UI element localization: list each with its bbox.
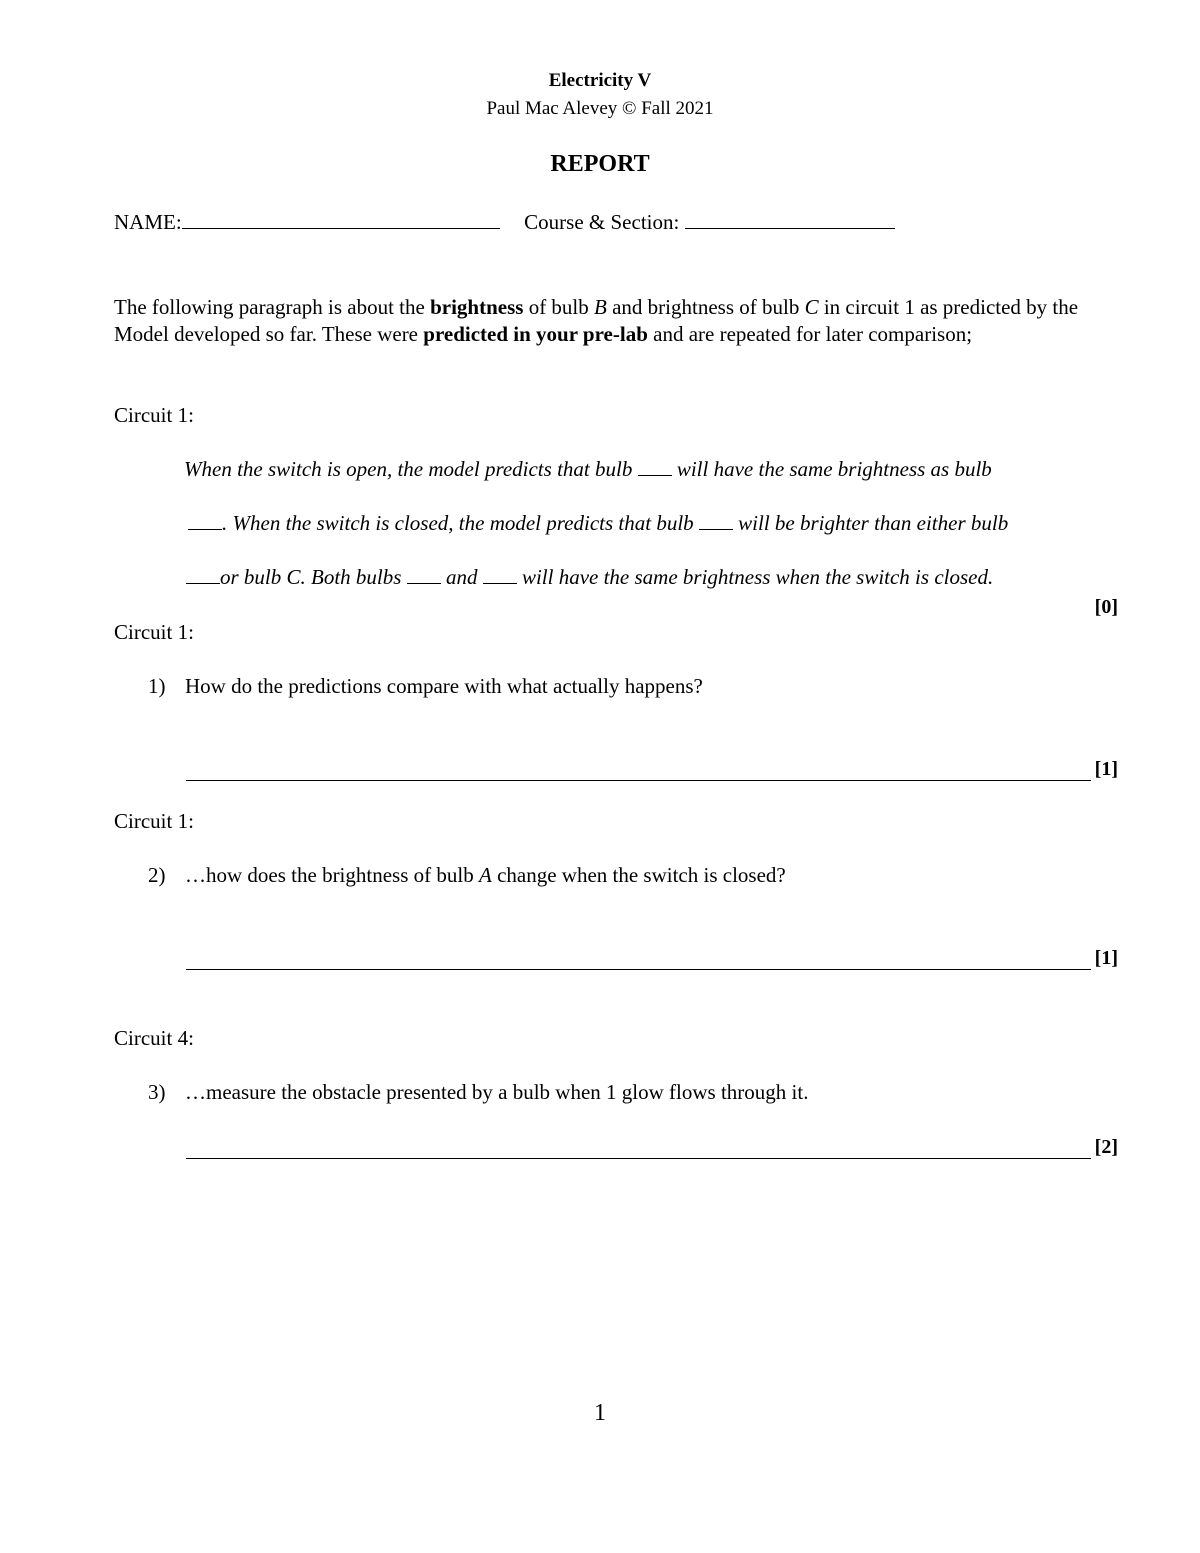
question-3-text: …measure the obstacle presented by a bulb when 1 glow flows through it. (185, 1080, 809, 1104)
prediction-line-3: or bulb C. Both bulbs and will have the same brightness when the switch is closed. (186, 564, 993, 591)
blank-bulb-5[interactable] (407, 565, 441, 584)
report-heading: REPORT (550, 151, 650, 177)
intro-paragraph: The following paragraph is about the brightness of bulb B and brightness of bulb C in circuit 1 as predicted by the Model developed so far. These were predicted in your pre-lab and are repeated for later comparison; (114, 295, 1079, 346)
question-1-heading: Circuit 1: (114, 620, 194, 644)
course-label: Course & Section: (524, 210, 680, 234)
document-title: Electricity V (548, 70, 652, 91)
blank-bulb-6[interactable] (483, 565, 517, 584)
question-2: 2) …how does the brightness of bulb A change when the switch is closed? (148, 863, 786, 887)
question-3-heading: Circuit 4: (114, 1026, 194, 1050)
blank-bulb-3[interactable] (699, 511, 733, 530)
blank-bulb-1[interactable] (638, 457, 672, 476)
author-line: Paul Mac Alevey © Fall 2021 (486, 98, 714, 119)
prediction-score: [0] (1094, 596, 1118, 618)
answer-line-2[interactable] (186, 969, 1091, 970)
prediction-line-2: . When the switch is closed, the model predicts that bulb will be brighter than either bulb (188, 510, 1008, 537)
question-3-score: [2] (1094, 1136, 1118, 1158)
answer-line-1[interactable] (186, 780, 1091, 781)
blank-bulb-4[interactable] (186, 565, 220, 584)
question-3-number: 3) (148, 1080, 166, 1104)
name-label: NAME: (114, 210, 182, 234)
question-2-number: 2) (148, 863, 166, 887)
circuit-1-heading: Circuit 1: (114, 403, 194, 427)
question-1-number: 1) (148, 674, 166, 698)
page-number: 1 (594, 1400, 606, 1426)
question-1 (148, 673, 703, 700)
question-1-score: [1] (1094, 758, 1118, 780)
course-section-field[interactable] (685, 208, 895, 229)
question-2-heading: Circuit 1: (114, 809, 194, 833)
question-2-score: [1] (1094, 947, 1118, 969)
question-3 (148, 1079, 808, 1106)
answer-line-3[interactable] (186, 1158, 1091, 1159)
name-field[interactable] (182, 208, 500, 229)
question-1-text: How do the predictions compare with what actually happens? (185, 674, 703, 698)
prediction-line-1: When the switch is open, the model predicts that bulb will have the same brightness as bulb (184, 457, 992, 481)
blank-bulb-2[interactable] (188, 511, 222, 530)
name-course-row (114, 208, 895, 236)
